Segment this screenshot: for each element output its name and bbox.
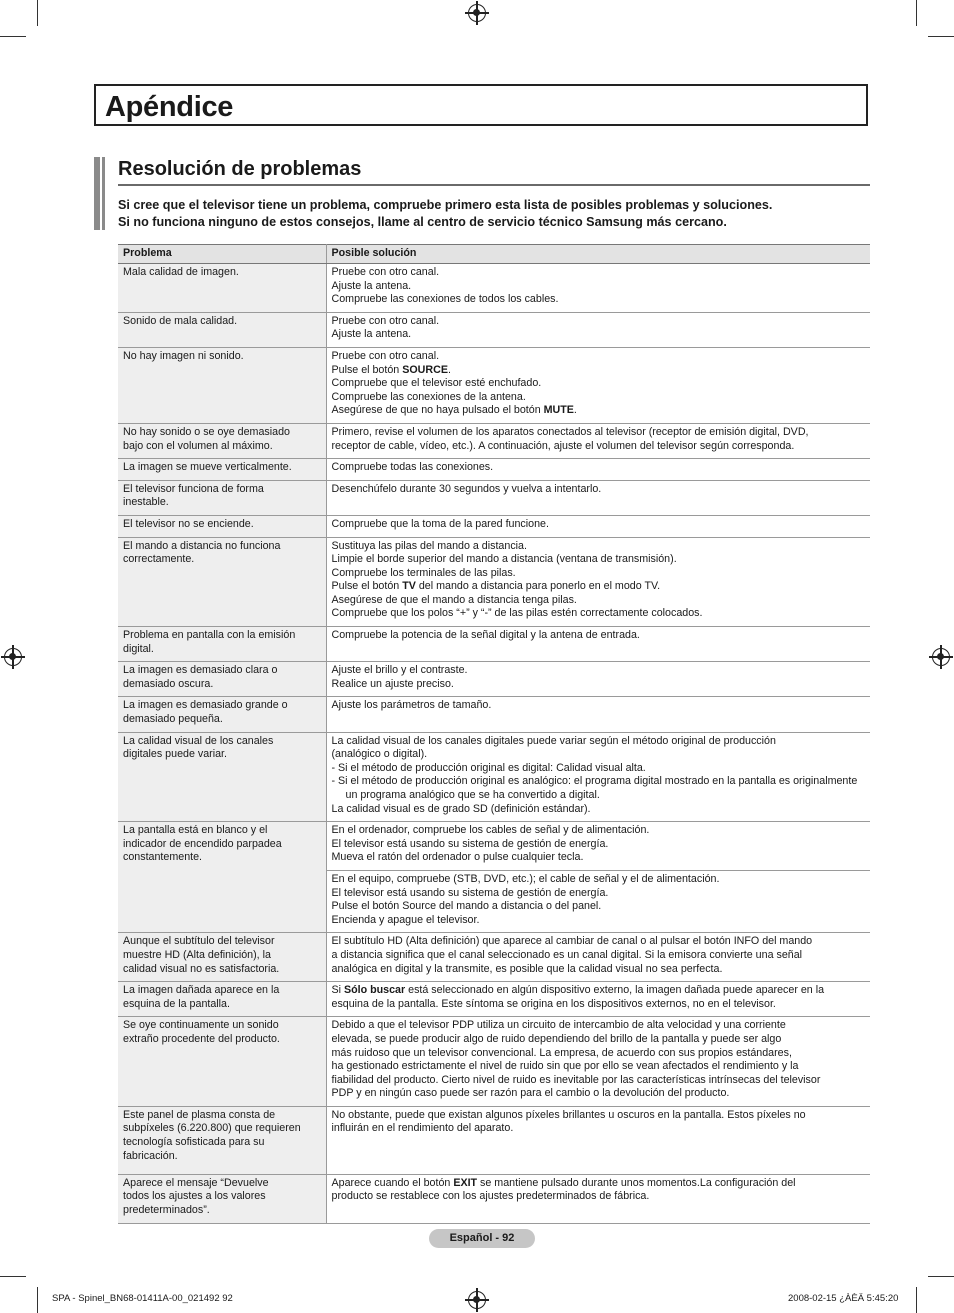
solution-cell: Pruebe con otro canal. Pulse el botón SOURCE. Compruebe que el televisor esté enchufado. Compruebe las conexiones de la antena. Asegúrese de que no haya pulsado el botón MUTE. bbox=[326, 347, 870, 423]
solution-cell: La calidad visual de los canales digitales puede variar según el método original de producción (analógico o digital). - Si el método de producción original es digital: Calidad visual alta. - Si el método de producción original es analógico: el programa digital mostrado en la pantalla es originalmente un programa analógico que se ha convertido a digital. La calidad visual es de grado SD (definición estándar). bbox=[326, 732, 870, 822]
registration-mark-icon bbox=[468, 4, 486, 22]
solution-cell: Compruebe que la toma de la pared funcione. bbox=[326, 515, 870, 537]
table-row bbox=[118, 347, 870, 423]
solution-cell: Si Sólo buscar está seleccionado en algún dispositivo externo, la imagen dañada puede aparecer en la esquina de la pantalla. Este síntoma se origina en los dispositivos externos, no en el televisor. bbox=[326, 982, 870, 1017]
solution-cell: En el equipo, compruebe (STB, DVD, etc.); el cable de señal y el de alimentación. El televisor está usando su sistema de gestión de energía. Pulse el botón Source del mando a distancia o del panel. Encienda y apague el televisor. bbox=[326, 870, 870, 932]
table-row bbox=[118, 459, 870, 481]
chapter-title: Apéndice bbox=[105, 91, 234, 123]
print-timestamp: 2008-02-15 ¿ÀÈÄ 5:45:20 bbox=[788, 1293, 899, 1304]
table-row bbox=[118, 933, 870, 982]
problem-cell: Sonido de mala calidad. bbox=[118, 312, 326, 347]
table-row bbox=[118, 515, 870, 537]
crop-mark bbox=[928, 36, 954, 37]
section-marker bbox=[102, 157, 105, 230]
problem-cell: La pantalla está en blanco y el indicador de encendido parpadea constantemente. bbox=[118, 822, 326, 933]
crop-mark bbox=[916, 0, 917, 26]
column-header-problem: Problema bbox=[118, 245, 326, 264]
problem-cell: No hay imagen ni sonido. bbox=[118, 347, 326, 423]
problem-cell: El televisor funciona de forma inestable. bbox=[118, 480, 326, 515]
problem-cell: Problema en pantalla con la emisión digital. bbox=[118, 627, 326, 662]
troubleshooting-table bbox=[118, 244, 870, 1224]
registration-mark-icon bbox=[4, 648, 22, 666]
solution-cell: Ajuste los parámetros de tamaño. bbox=[326, 697, 870, 732]
table-header-row bbox=[118, 245, 870, 264]
solution-cell: Desenchúfelo durante 30 segundos y vuelva a intentarlo. bbox=[326, 480, 870, 515]
solution-cell: En el ordenador, compruebe los cables de señal y de alimentación. El televisor está usando su sistema de gestión de energía. Mueva el ratón del ordenador o pulse cualquier tecla. bbox=[326, 822, 870, 871]
column-header-solution: Posible solución bbox=[326, 245, 870, 264]
table-row bbox=[118, 822, 870, 871]
table-row bbox=[118, 732, 870, 822]
section-intro: Si cree que el televisor tiene un problema, compruebe primero esta lista de posibles problemas y soluciones. Si no funciona ninguno de estos consejos, llame al centro de servicio técnico Samsung más cercano. bbox=[118, 198, 773, 229]
crop-mark bbox=[37, 1287, 38, 1313]
registration-mark-icon bbox=[468, 1291, 486, 1309]
table-row bbox=[118, 537, 870, 627]
table-row bbox=[118, 423, 870, 458]
solution-cell: Debido a que el televisor PDP utiliza un circuito de intercambio de alta velocidad y una corriente elevada, se puede producir algo de ruido dependiendo del brillo de la pantalla y puede ser algo más ruidoso que un televisor convencional. La empresa, de acuerdo con sus propios estándares, ha gestionado estrictamente el nivel de ruido sin que por ello se vean afectados el rendimiento y la fiabilidad del producto. Cierto nivel de ruido es inevitable por las características intrínsecas del televisor PDP y en ningún caso puede ser razón para el cambio o la devolución del producto. bbox=[326, 1017, 870, 1107]
solution-cell: Aparece cuando el botón EXIT se mantiene pulsado durante unos momentos.La configuración del producto se restablece con los ajustes predeterminados de fábrica. bbox=[326, 1174, 870, 1223]
problem-cell: Este panel de plasma consta de subpíxeles (6.220.800) que requieren tecnología sofisticada para su fabricación. bbox=[118, 1106, 326, 1174]
table-row bbox=[118, 480, 870, 515]
solution-cell: Sustituya las pilas del mando a distancia. Limpie el borde superior del mando a distancia (ventana de transmisión). Compruebe los terminales de las pilas. Pulse el botón TV del mando a distancia para ponerlo en el modo TV. Asegúrese de que el mando a distancia tenga pilas. Compruebe que los polos “+” y “-” de las pilas estén correctamente colocados. bbox=[326, 537, 870, 627]
solution-cell: Pruebe con otro canal. Ajuste la antena. Compruebe las conexiones de todos los cables. bbox=[326, 264, 870, 313]
table-row bbox=[118, 662, 870, 697]
problem-cell: Aunque el subtítulo del televisor muestre HD (Alta definición), la calidad visual no es satisfactoria. bbox=[118, 933, 326, 982]
problem-cell: La imagen dañada aparece en la esquina de la pantalla. bbox=[118, 982, 326, 1017]
file-info: SPA - Spinel_BN68-01411A-00_021492 92 bbox=[52, 1293, 233, 1304]
solution-cell: Pruebe con otro canal. Ajuste la antena. bbox=[326, 312, 870, 347]
problem-cell: La imagen es demasiado clara o demasiado oscura. bbox=[118, 662, 326, 697]
chapter-title-box bbox=[94, 84, 868, 126]
table-row bbox=[118, 1017, 870, 1107]
crop-mark bbox=[928, 1276, 954, 1277]
problem-cell: No hay sonido o se oye demasiado bajo con el volumen al máximo. bbox=[118, 423, 326, 458]
problem-cell: La imagen es demasiado grande o demasiado pequeña. bbox=[118, 697, 326, 732]
problem-cell: La imagen se mueve verticalmente. bbox=[118, 459, 326, 481]
table-row bbox=[118, 312, 870, 347]
section-divider bbox=[118, 184, 870, 186]
problem-cell: El mando a distancia no funciona correctamente. bbox=[118, 537, 326, 627]
table-row bbox=[118, 697, 870, 732]
section-title: Resolución de problemas bbox=[118, 158, 362, 180]
problem-cell: Se oye continuamente un sonido extraño procedente del producto. bbox=[118, 1017, 326, 1107]
solution-cell: Compruebe la potencia de la señal digital y la antena de entrada. bbox=[326, 627, 870, 662]
crop-mark bbox=[0, 1276, 26, 1277]
crop-mark bbox=[916, 1287, 917, 1313]
registration-mark-icon bbox=[932, 648, 950, 666]
solution-cell: El subtítulo HD (Alta definición) que aparece al cambiar de canal o al pulsar el botón INFO del mando a distancia significa que el canal seleccionado es un canal digital. Si la emisora convierte una señal analógica en digital y la transmite, es posible que la calidad visual no sea perfecta. bbox=[326, 933, 870, 982]
solution-cell: Primero, revise el volumen de los aparatos conectados al televisor (receptor de emisión digital, DVD, receptor de cable, vídeo, etc.). A continuación, ajuste el volumen del televisor según corresponda. bbox=[326, 423, 870, 458]
table-row bbox=[118, 1174, 870, 1223]
table-row bbox=[118, 982, 870, 1017]
page-number-badge: Español - 92 bbox=[429, 1229, 535, 1248]
section-marker bbox=[94, 157, 100, 230]
problem-cell: El televisor no se enciende. bbox=[118, 515, 326, 537]
table-row bbox=[118, 627, 870, 662]
problem-cell: Aparece el mensaje “Devuelve todos los ajustes a los valores predeterminados”. bbox=[118, 1174, 326, 1223]
table-row bbox=[118, 264, 870, 313]
solution-cell: Compruebe todas las conexiones. bbox=[326, 459, 870, 481]
solution-cell: No obstante, puede que existan algunos píxeles brillantes u oscuros en la pantalla. Estos píxeles no influirán en el rendimiento del aparato. bbox=[326, 1106, 870, 1174]
solution-cell: Ajuste el brillo y el contraste. Realice un ajuste preciso. bbox=[326, 662, 870, 697]
crop-mark bbox=[0, 36, 26, 37]
table-row bbox=[118, 1106, 870, 1174]
problem-cell: Mala calidad de imagen. bbox=[118, 264, 326, 313]
problem-cell: La calidad visual de los canales digitales puede variar. bbox=[118, 732, 326, 822]
crop-mark bbox=[37, 0, 38, 26]
